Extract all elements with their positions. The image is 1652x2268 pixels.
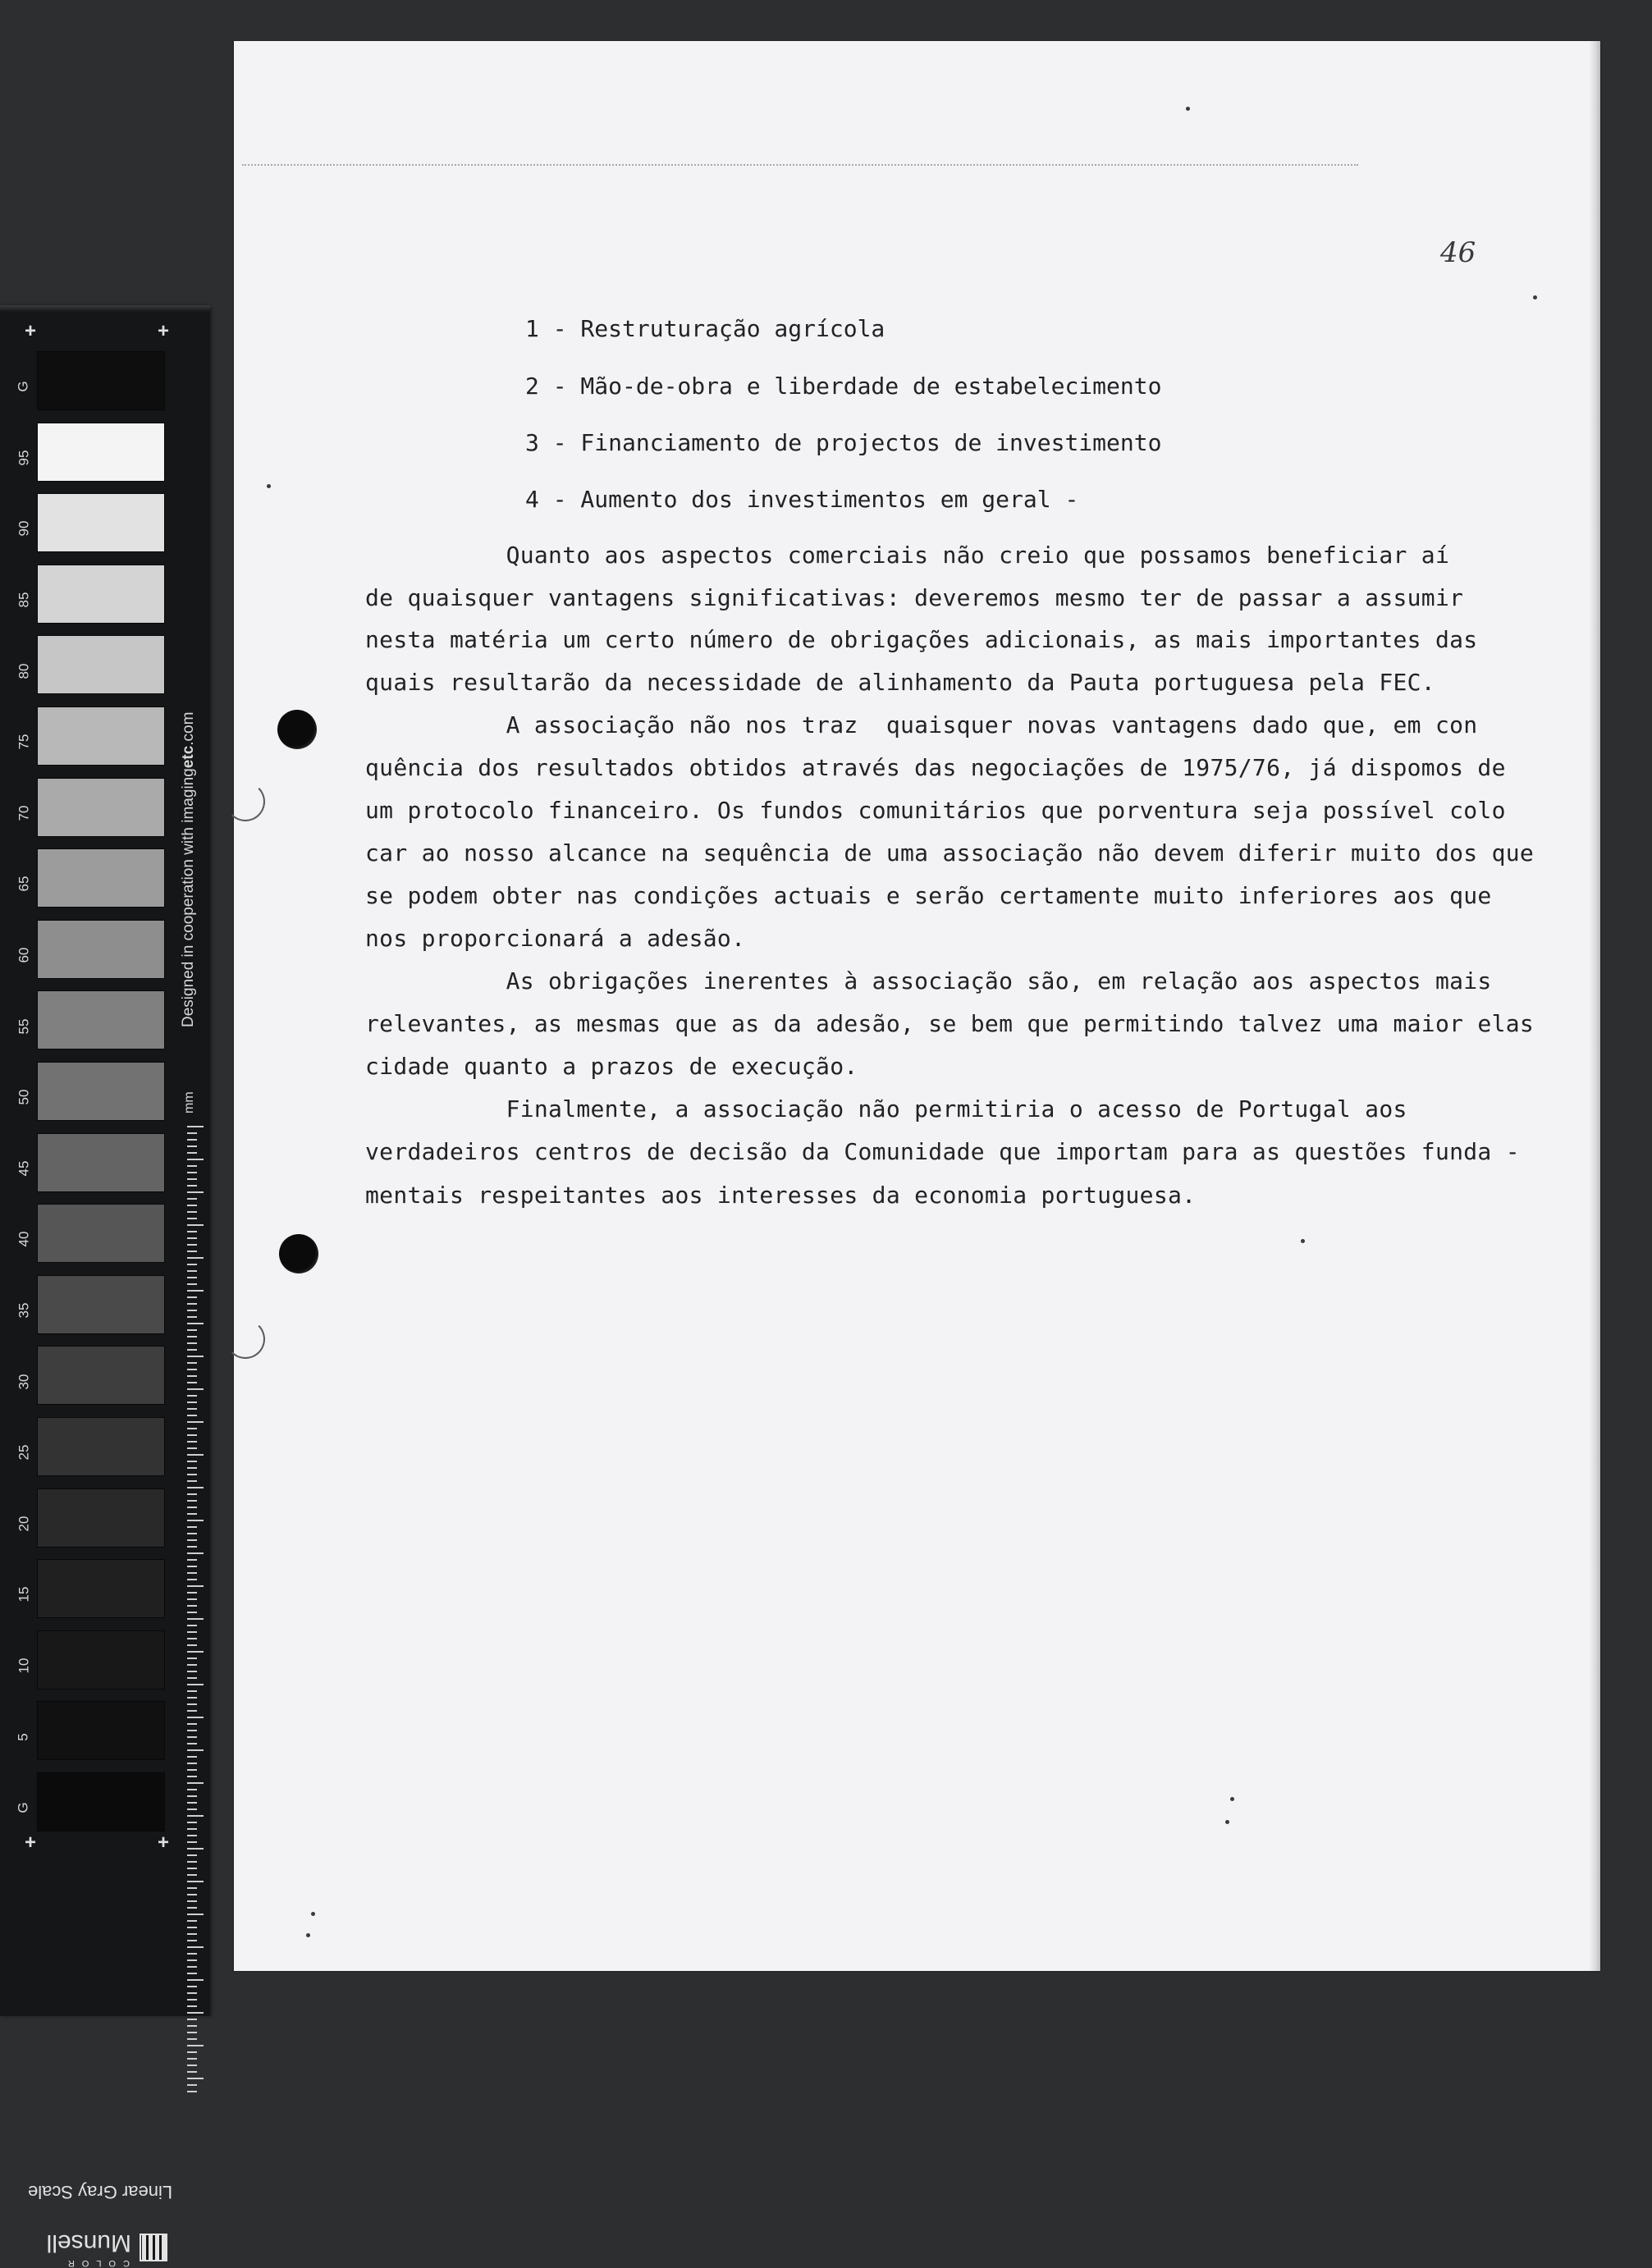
- paper-speck: [1225, 1820, 1229, 1824]
- patch-label: 90: [15, 521, 31, 537]
- scale-top-edge: [0, 305, 210, 312]
- gray-patch: [37, 423, 165, 482]
- body-line: se podem obter nas condições actuais e serão certamente muito inferiores aos que: [365, 882, 1492, 909]
- patch-label: G: [15, 381, 31, 392]
- document-page: [234, 41, 1600, 1971]
- patch-label: G: [15, 1802, 31, 1813]
- punch-hole-shadow: [226, 782, 265, 821]
- body-line: Finalmente, a associação não permitiria o acesso de Portugal aos: [365, 1095, 1407, 1123]
- body-line: As obrigações inerentes à associação são, em relação aos aspectos mais: [365, 967, 1492, 995]
- patch-label: 60: [15, 947, 31, 963]
- patch-label: 45: [15, 1160, 31, 1177]
- mm-ruler-major-ticks: [187, 1126, 204, 2094]
- punch-hole: [279, 1234, 318, 1273]
- paper-edge: [1589, 41, 1600, 1971]
- fold-line: [242, 164, 1358, 166]
- patch-label: 80: [15, 663, 31, 679]
- body-line: um protocolo financeiro. Os fundos comunitários que porventura seja possível colo: [365, 797, 1506, 824]
- patch-label: 55: [15, 1018, 31, 1035]
- gray-patch: [37, 1062, 165, 1121]
- gray-patch: [37, 493, 165, 552]
- gray-patch: [37, 1204, 165, 1263]
- gray-patch: [37, 351, 165, 410]
- body-line: nesta matéria um certo número de obrigações adicionais, as mais importantes das: [365, 626, 1478, 653]
- patch-label: 50: [15, 1089, 31, 1105]
- registration-mark: +: [158, 1831, 170, 1854]
- gray-patch: [37, 920, 165, 979]
- body-line: nos proporcionará a adesão.: [365, 925, 746, 952]
- paper-speck: [1186, 107, 1190, 111]
- registration-mark: +: [158, 320, 170, 342]
- patch-label: 75: [15, 734, 31, 750]
- patch-label: 95: [15, 450, 31, 466]
- gray-patch: [37, 990, 165, 1049]
- list-item: 3 - Financiamento de projectos de investimento: [525, 429, 1162, 456]
- brand-name: Munsell: [46, 2229, 131, 2257]
- munsell-brand: [28, 2222, 167, 2268]
- body-line: verdadeiros centros de decisão da Comunidade que importam para as questões funda -: [365, 1138, 1520, 1165]
- punch-hole: [277, 710, 317, 749]
- gray-patch: [37, 1417, 165, 1476]
- body-line: quais resultarão da necessidade de alinhamento da Pauta portuguesa pela FEC.: [365, 669, 1435, 696]
- gray-patch: [37, 848, 165, 908]
- gray-patch: [37, 1133, 165, 1192]
- patch-label: 85: [15, 592, 31, 608]
- list-item: 4 - Aumento dos investimentos em geral -: [525, 486, 1079, 513]
- scale-name: Linear Gray Scale: [28, 2182, 173, 2202]
- gray-patch: [37, 778, 165, 837]
- paper-speck: [1301, 1239, 1305, 1243]
- patch-label: 20: [15, 1516, 31, 1532]
- patch-label: 70: [15, 805, 31, 821]
- credit-text: Designed in cooperation with imagingetc.com: [180, 711, 197, 1027]
- gray-patch: [37, 635, 165, 694]
- mm-label: mm: [182, 1091, 196, 1113]
- registration-mark: +: [25, 320, 37, 342]
- body-line: A associação não nos traz quaisquer novas vantagens dado que, em con: [365, 711, 1478, 738]
- gray-patch: [37, 1275, 165, 1334]
- patch-label: 30: [15, 1374, 31, 1390]
- gray-patch: [37, 1488, 165, 1548]
- body-line: mentais respeitantes aos interesses da economia portuguesa.: [365, 1182, 1197, 1209]
- body-line: de quaisquer vantagens significativas: deveremos mesmo ter de passar a assumir: [365, 584, 1464, 611]
- paper-speck: [311, 1912, 315, 1916]
- gray-patch: [37, 1701, 165, 1760]
- paper-speck: [267, 484, 271, 488]
- body-line: cidade quanto a prazos de execução.: [365, 1053, 858, 1080]
- paper-speck: [1230, 1797, 1234, 1801]
- list-item: 2 - Mão-de-obra e liberdade de estabelecimento: [525, 373, 1162, 400]
- list-item: 1 - Restruturação agrícola: [525, 315, 885, 342]
- registration-mark: +: [25, 1831, 37, 1854]
- paper-speck: [306, 1933, 310, 1937]
- patch-label: 15: [15, 1586, 31, 1603]
- patch-label: 5: [16, 1732, 31, 1741]
- gray-patch: [37, 565, 165, 624]
- gray-patch: [37, 1630, 165, 1690]
- munsell-logo-icon: [140, 2234, 167, 2261]
- patch-label: 35: [15, 1302, 31, 1319]
- patch-label: 65: [15, 876, 31, 892]
- body-line: Quanto aos aspectos comerciais não creio que possamos beneficiar aí: [365, 542, 1450, 569]
- gray-patch: [37, 1346, 165, 1405]
- patch-label: 10: [15, 1658, 31, 1674]
- body-line: relevantes, as mesmas que as da adesão, se bem que permitindo talvez uma maior elas: [365, 1010, 1535, 1037]
- patch-label: 40: [15, 1231, 31, 1247]
- body-line: car ao nosso alcance na sequência de uma associação não devem diferir muito dos que: [365, 839, 1535, 867]
- page-number: 46: [1440, 236, 1476, 269]
- gray-patches: [37, 351, 165, 1843]
- body-line: quência dos resultados obtidos através das negociações de 1975/76, já dispomos de: [365, 754, 1506, 781]
- patch-labels: [11, 351, 36, 1843]
- patch-label: 25: [15, 1444, 31, 1461]
- paper-speck: [1533, 295, 1537, 300]
- gray-patch: [37, 706, 165, 766]
- brand-sub: COLOR: [60, 2258, 130, 2268]
- gray-scale-card: [0, 305, 210, 2268]
- gray-patch: [37, 1559, 165, 1618]
- punch-hole-shadow: [226, 1319, 265, 1359]
- gray-patch: [37, 1772, 165, 1831]
